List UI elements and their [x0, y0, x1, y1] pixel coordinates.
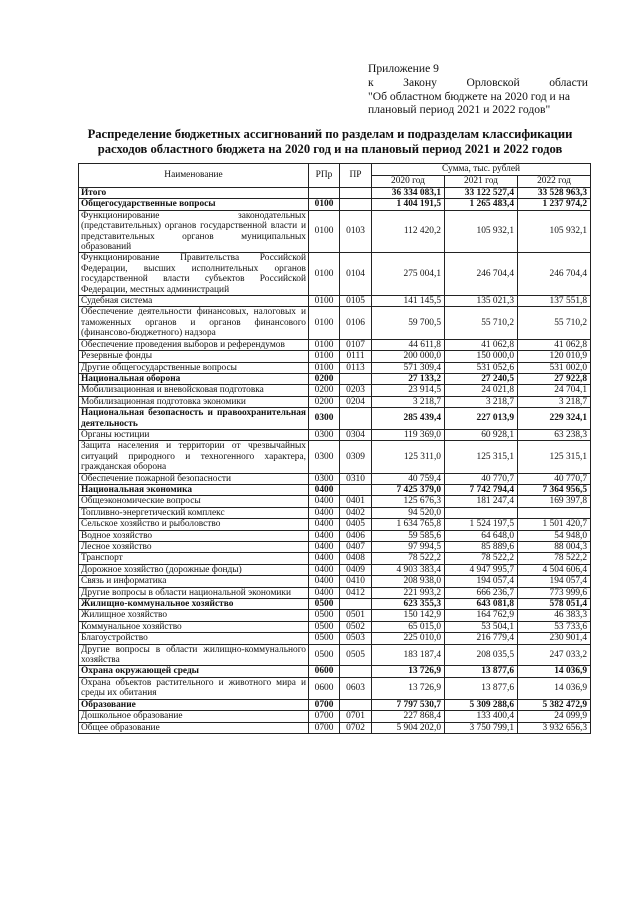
- cell-2022: 169 397,8: [518, 496, 591, 507]
- cell-name: Лесное хозяйство: [79, 542, 309, 553]
- cell-name: Коммунальное хозяйство: [79, 621, 309, 632]
- cell-2020: 13 726,9: [372, 666, 445, 677]
- cell-name: Охрана окружающей среды: [79, 666, 309, 677]
- cell-rpr: 0300: [309, 473, 340, 484]
- cell-name: Другие вопросы в области жилищно-коммунального хозяйства: [79, 644, 309, 666]
- cell-2020: 7 425 379,0: [372, 484, 445, 495]
- table-row: [79, 542, 591, 553]
- cell-name: Национальная оборона: [79, 373, 309, 384]
- cell-pr: [340, 666, 372, 677]
- table-row: [79, 199, 591, 210]
- header-2020: 2020 год: [372, 176, 445, 188]
- cell-rpr: 0500: [309, 599, 340, 610]
- cell-2020: 27 133,2: [372, 373, 445, 384]
- table-row: [79, 599, 591, 610]
- title-line-1: Распределение бюджетных ассигнований по разделам и подразделам классификации: [87, 127, 573, 141]
- cell-name: Связь и информатика: [79, 576, 309, 587]
- cell-rpr: 0500: [309, 644, 340, 666]
- table-row: [79, 530, 591, 541]
- cell-2022: 5 382 472,9: [518, 699, 591, 710]
- cell-2020: 1 404 191,5: [372, 199, 445, 210]
- table-row: [79, 711, 591, 722]
- cell-2022: 46 383,3: [518, 610, 591, 621]
- table-row: [79, 408, 591, 430]
- cell-2022: 137 551,8: [518, 296, 591, 307]
- cell-rpr: 0200: [309, 373, 340, 384]
- cell-pr: [340, 373, 372, 384]
- document-title: [60, 127, 600, 156]
- appendix-word: Закону: [403, 75, 437, 89]
- cell-2020: 59 700,5: [372, 307, 445, 339]
- table-row: [79, 699, 591, 710]
- cell-name: Резервные фонды: [79, 351, 309, 362]
- cell-2020: 36 334 083,1: [372, 188, 445, 199]
- cell-rpr: 0300: [309, 429, 340, 440]
- cell-2020: 3 218,7: [372, 396, 445, 407]
- cell-pr: 0408: [340, 553, 372, 564]
- cell-2022: 531 002,0: [518, 362, 591, 373]
- cell-2020: 119 369,0: [372, 429, 445, 440]
- cell-rpr: 0200: [309, 396, 340, 407]
- table-row: [79, 722, 591, 733]
- cell-2020: 225 010,0: [372, 633, 445, 644]
- cell-2021: 216 779,4: [445, 633, 518, 644]
- cell-name: Охрана объектов растительного и животного мира и среды их обитания: [79, 677, 309, 699]
- cell-2022: 7 364 956,5: [518, 484, 591, 495]
- header-name: Наименование: [79, 164, 309, 188]
- cell-pr: 0603: [340, 677, 372, 699]
- cell-name: Обеспечение деятельности финансовых, налоговых и таможенных органов и органов финансового (финансово-бюджетного) надзора: [79, 307, 309, 339]
- appendix-word: области: [549, 75, 588, 89]
- cell-2021: 164 762,9: [445, 610, 518, 621]
- cell-2021: 78 522,2: [445, 553, 518, 564]
- cell-rpr: 0700: [309, 711, 340, 722]
- table-row: [79, 496, 591, 507]
- cell-2022: 78 522,2: [518, 553, 591, 564]
- cell-2022: 40 770,7: [518, 473, 591, 484]
- cell-2021: 208 035,5: [445, 644, 518, 666]
- table-row: [79, 519, 591, 530]
- cell-2021: 3 218,7: [445, 396, 518, 407]
- cell-name: Судебная система: [79, 296, 309, 307]
- cell-2021: 64 648,0: [445, 530, 518, 541]
- table-row: [79, 441, 591, 473]
- table-row: [79, 484, 591, 495]
- cell-rpr: 0400: [309, 507, 340, 518]
- cell-2021: 53 504,1: [445, 621, 518, 632]
- cell-2020: 208 938,0: [372, 576, 445, 587]
- cell-rpr: 0400: [309, 542, 340, 553]
- cell-pr: 0111: [340, 351, 372, 362]
- cell-pr: [340, 699, 372, 710]
- cell-rpr: 0100: [309, 210, 340, 253]
- cell-name: Сельское хозяйство и рыболовство: [79, 519, 309, 530]
- cell-2020: 275 004,1: [372, 253, 445, 296]
- table-row: [79, 666, 591, 677]
- table-row: [79, 362, 591, 373]
- cell-2020: 200 000,0: [372, 351, 445, 362]
- table-row: [79, 385, 591, 396]
- cell-2021: 5 309 288,6: [445, 699, 518, 710]
- header-2021: 2021 год: [445, 176, 518, 188]
- table-row: [79, 677, 591, 699]
- cell-2022: 24 704,1: [518, 385, 591, 396]
- cell-rpr: [309, 188, 340, 199]
- cell-2020: 227 868,4: [372, 711, 445, 722]
- cell-name: Функционирование законодательных (представительных) органов государственной власти и представительных органов муниципальных образований: [79, 210, 309, 253]
- appendix-line-3: "Об областном бюджете на 2020 год и на: [368, 89, 570, 103]
- cell-pr: 0309: [340, 441, 372, 473]
- cell-pr: 0203: [340, 385, 372, 396]
- table-row: [79, 644, 591, 666]
- cell-2021: 1 265 483,4: [445, 199, 518, 210]
- cell-pr: 0410: [340, 576, 372, 587]
- cell-name: Жилищно-коммунальное хозяйство: [79, 599, 309, 610]
- cell-rpr: 0100: [309, 199, 340, 210]
- cell-2020: 7 797 530,7: [372, 699, 445, 710]
- cell-rpr: 0100: [309, 351, 340, 362]
- table-row: [79, 473, 591, 484]
- cell-2022: 27 922,8: [518, 373, 591, 384]
- cell-rpr: 0500: [309, 610, 340, 621]
- appendix-word: к: [368, 75, 374, 89]
- cell-name: Дошкольное образование: [79, 711, 309, 722]
- cell-name: Мобилизационная подготовка экономики: [79, 396, 309, 407]
- cell-2021: 666 236,7: [445, 587, 518, 598]
- appendix-block: [368, 62, 588, 117]
- cell-2022: 1 501 420,7: [518, 519, 591, 530]
- title-line-2: расходов областного бюджета на 2020 год и на плановый период 2021 и 2022 годов: [97, 141, 563, 156]
- cell-2021: 181 247,4: [445, 496, 518, 507]
- cell-2022: 3 218,7: [518, 396, 591, 407]
- cell-rpr: 0300: [309, 408, 340, 430]
- cell-name: Образование: [79, 699, 309, 710]
- cell-2021: 1 524 197,5: [445, 519, 518, 530]
- cell-rpr: 0700: [309, 699, 340, 710]
- cell-pr: 0105: [340, 296, 372, 307]
- cell-2021: 24 021,8: [445, 385, 518, 396]
- header-2022: 2022 год: [518, 176, 591, 188]
- cell-pr: 0409: [340, 564, 372, 575]
- cell-pr: 0502: [340, 621, 372, 632]
- cell-2022: 3 932 656,3: [518, 722, 591, 733]
- cell-2020: 44 611,8: [372, 339, 445, 350]
- cell-pr: 0702: [340, 722, 372, 733]
- cell-name: Итого: [79, 188, 309, 199]
- table-row: [79, 188, 591, 199]
- cell-2021: 40 770,7: [445, 473, 518, 484]
- cell-rpr: 0200: [309, 385, 340, 396]
- cell-2020: 40 759,4: [372, 473, 445, 484]
- cell-name: Благоустройство: [79, 633, 309, 644]
- cell-2020: 221 993,2: [372, 587, 445, 598]
- cell-pr: 0106: [340, 307, 372, 339]
- cell-2020: 1 634 765,8: [372, 519, 445, 530]
- cell-2021: 105 932,1: [445, 210, 518, 253]
- cell-2020: 59 585,6: [372, 530, 445, 541]
- cell-2022: 88 004,3: [518, 542, 591, 553]
- table-row: [79, 373, 591, 384]
- cell-2022: [518, 507, 591, 518]
- cell-2021: 643 081,8: [445, 599, 518, 610]
- cell-rpr: 0100: [309, 307, 340, 339]
- cell-pr: 0402: [340, 507, 372, 518]
- cell-rpr: 0600: [309, 677, 340, 699]
- cell-rpr: 0400: [309, 484, 340, 495]
- cell-pr: [340, 188, 372, 199]
- cell-rpr: 0400: [309, 576, 340, 587]
- cell-pr: 0505: [340, 644, 372, 666]
- cell-2020: 5 904 202,0: [372, 722, 445, 733]
- cell-pr: 0501: [340, 610, 372, 621]
- appendix-word: Орловской: [466, 75, 520, 89]
- cell-name: Общее образование: [79, 722, 309, 733]
- cell-name: Мобилизационная и вневойсковая подготовка: [79, 385, 309, 396]
- cell-2022: 41 062,8: [518, 339, 591, 350]
- cell-2022: 24 099,9: [518, 711, 591, 722]
- table-row: [79, 621, 591, 632]
- cell-rpr: 0100: [309, 253, 340, 296]
- cell-pr: 0304: [340, 429, 372, 440]
- cell-2021: 13 877,6: [445, 666, 518, 677]
- cell-pr: 0503: [340, 633, 372, 644]
- cell-2020: 23 914,5: [372, 385, 445, 396]
- cell-pr: [340, 599, 372, 610]
- cell-rpr: 0100: [309, 339, 340, 350]
- cell-pr: 0407: [340, 542, 372, 553]
- cell-2022: 33 528 963,3: [518, 188, 591, 199]
- table-row: [79, 553, 591, 564]
- cell-2021: 194 057,4: [445, 576, 518, 587]
- cell-2022: 105 932,1: [518, 210, 591, 253]
- cell-rpr: 0500: [309, 621, 340, 632]
- cell-2022: 63 238,3: [518, 429, 591, 440]
- cell-2021: 60 928,1: [445, 429, 518, 440]
- table-body: [79, 188, 591, 734]
- cell-name: Национальная безопасность и правоохранительная деятельность: [79, 408, 309, 430]
- cell-pr: 0113: [340, 362, 372, 373]
- cell-name: Обеспечение пожарной безопасности: [79, 473, 309, 484]
- cell-2020: 94 520,0: [372, 507, 445, 518]
- cell-pr: 0107: [340, 339, 372, 350]
- cell-pr: 0405: [340, 519, 372, 530]
- cell-2021: 150 000,0: [445, 351, 518, 362]
- cell-2020: 78 522,2: [372, 553, 445, 564]
- table-row: [79, 253, 591, 296]
- cell-pr: 0310: [340, 473, 372, 484]
- cell-rpr: 0300: [309, 441, 340, 473]
- table-row: [79, 339, 591, 350]
- cell-2020: 13 726,9: [372, 677, 445, 699]
- cell-2021: 531 052,6: [445, 362, 518, 373]
- cell-2020: 125 311,0: [372, 441, 445, 473]
- cell-2021: 133 400,4: [445, 711, 518, 722]
- header-pr: ПР: [340, 164, 372, 188]
- cell-2022: 53 733,6: [518, 621, 591, 632]
- cell-pr: [340, 199, 372, 210]
- cell-name: Обеспечение проведения выборов и референдумов: [79, 339, 309, 350]
- table-row: [79, 307, 591, 339]
- table-row: [79, 576, 591, 587]
- cell-rpr: 0400: [309, 553, 340, 564]
- cell-2022: 4 504 606,4: [518, 564, 591, 575]
- cell-2020: 112 420,2: [372, 210, 445, 253]
- cell-2022: 1 237 974,2: [518, 199, 591, 210]
- cell-name: Функционирование Правительства Российской Федерации, высших исполнительных органов государственной власти субъектов Российской Федерации, местных администраций: [79, 253, 309, 296]
- cell-2022: 120 010,9: [518, 351, 591, 362]
- cell-name: Дорожное хозяйство (дорожные фонды): [79, 564, 309, 575]
- cell-2020: 623 355,3: [372, 599, 445, 610]
- table-row: [79, 610, 591, 621]
- cell-2022: 773 999,6: [518, 587, 591, 598]
- table-row: [79, 296, 591, 307]
- appendix-line-2: [368, 76, 588, 90]
- cell-pr: [340, 408, 372, 430]
- cell-name: Топливно-энергетический комплекс: [79, 507, 309, 518]
- cell-2021: 41 062,8: [445, 339, 518, 350]
- cell-2020: 125 676,3: [372, 496, 445, 507]
- cell-rpr: 0400: [309, 496, 340, 507]
- cell-2022: 14 036,9: [518, 677, 591, 699]
- cell-name: Транспорт: [79, 553, 309, 564]
- cell-2022: 229 324,1: [518, 408, 591, 430]
- cell-rpr: 0600: [309, 666, 340, 677]
- cell-name: Другие вопросы в области национальной экономики: [79, 587, 309, 598]
- cell-2021: 246 704,4: [445, 253, 518, 296]
- cell-rpr: 0100: [309, 362, 340, 373]
- cell-name: Другие общегосударственные вопросы: [79, 362, 309, 373]
- cell-2021: 135 021,3: [445, 296, 518, 307]
- table-row: [79, 429, 591, 440]
- appendix-line-1: Приложение 9: [368, 62, 439, 75]
- cell-rpr: 0400: [309, 564, 340, 575]
- cell-2022: 230 901,4: [518, 633, 591, 644]
- cell-2021: 85 889,6: [445, 542, 518, 553]
- cell-2021: [445, 507, 518, 518]
- cell-pr: 0701: [340, 711, 372, 722]
- cell-2020: 571 309,4: [372, 362, 445, 373]
- cell-2022: 54 948,0: [518, 530, 591, 541]
- cell-pr: 0103: [340, 210, 372, 253]
- cell-pr: 0412: [340, 587, 372, 598]
- cell-2021: 27 240,5: [445, 373, 518, 384]
- cell-name: Общегосударственные вопросы: [79, 199, 309, 210]
- cell-2020: 141 145,5: [372, 296, 445, 307]
- cell-2020: 285 439,4: [372, 408, 445, 430]
- cell-2021: 3 750 799,1: [445, 722, 518, 733]
- table-row: [79, 210, 591, 253]
- cell-2021: 125 315,1: [445, 441, 518, 473]
- table-row: [79, 396, 591, 407]
- cell-pr: [340, 484, 372, 495]
- cell-2022: 55 710,2: [518, 307, 591, 339]
- cell-rpr: 0400: [309, 587, 340, 598]
- table-row: [79, 587, 591, 598]
- cell-2021: 55 710,2: [445, 307, 518, 339]
- cell-name: Национальная экономика: [79, 484, 309, 495]
- cell-2022: 246 704,4: [518, 253, 591, 296]
- cell-pr: 0401: [340, 496, 372, 507]
- cell-name: Жилищное хозяйство: [79, 610, 309, 621]
- cell-pr: 0406: [340, 530, 372, 541]
- cell-2020: 183 187,4: [372, 644, 445, 666]
- table-row: [79, 564, 591, 575]
- cell-name: Защита населения и территории от чрезвычайных ситуаций природного и техногенного характера, гражданская оборона: [79, 441, 309, 473]
- cell-2021: 227 013,9: [445, 408, 518, 430]
- cell-pr: 0104: [340, 253, 372, 296]
- cell-rpr: 0500: [309, 633, 340, 644]
- header-sum: Сумма, тыс. рублей: [372, 164, 591, 176]
- cell-name: Водное хозяйство: [79, 530, 309, 541]
- cell-name: Органы юстиции: [79, 429, 309, 440]
- cell-rpr: 0100: [309, 296, 340, 307]
- cell-rpr: 0700: [309, 722, 340, 733]
- appendix-line-4: плановый период 2021 и 2022 годов": [368, 103, 551, 117]
- cell-2022: 194 057,4: [518, 576, 591, 587]
- cell-2020: 97 994,5: [372, 542, 445, 553]
- cell-2020: 65 015,0: [372, 621, 445, 632]
- cell-2021: 33 122 527,4: [445, 188, 518, 199]
- cell-2021: 4 947 995,7: [445, 564, 518, 575]
- cell-2022: 125 315,1: [518, 441, 591, 473]
- table-row: [79, 507, 591, 518]
- table-row: [79, 351, 591, 362]
- cell-pr: 0204: [340, 396, 372, 407]
- cell-2022: 247 033,2: [518, 644, 591, 666]
- cell-2022: 578 051,4: [518, 599, 591, 610]
- cell-name: Общеэкономические вопросы: [79, 496, 309, 507]
- cell-2021: 7 742 794,4: [445, 484, 518, 495]
- cell-2021: 13 877,6: [445, 677, 518, 699]
- cell-rpr: 0400: [309, 519, 340, 530]
- cell-2020: 4 903 383,4: [372, 564, 445, 575]
- budget-table: [78, 163, 591, 734]
- table-row: [79, 633, 591, 644]
- header-rpr: РПр: [309, 164, 340, 188]
- cell-2022: 14 036,9: [518, 666, 591, 677]
- cell-rpr: 0400: [309, 530, 340, 541]
- cell-2020: 150 142,9: [372, 610, 445, 621]
